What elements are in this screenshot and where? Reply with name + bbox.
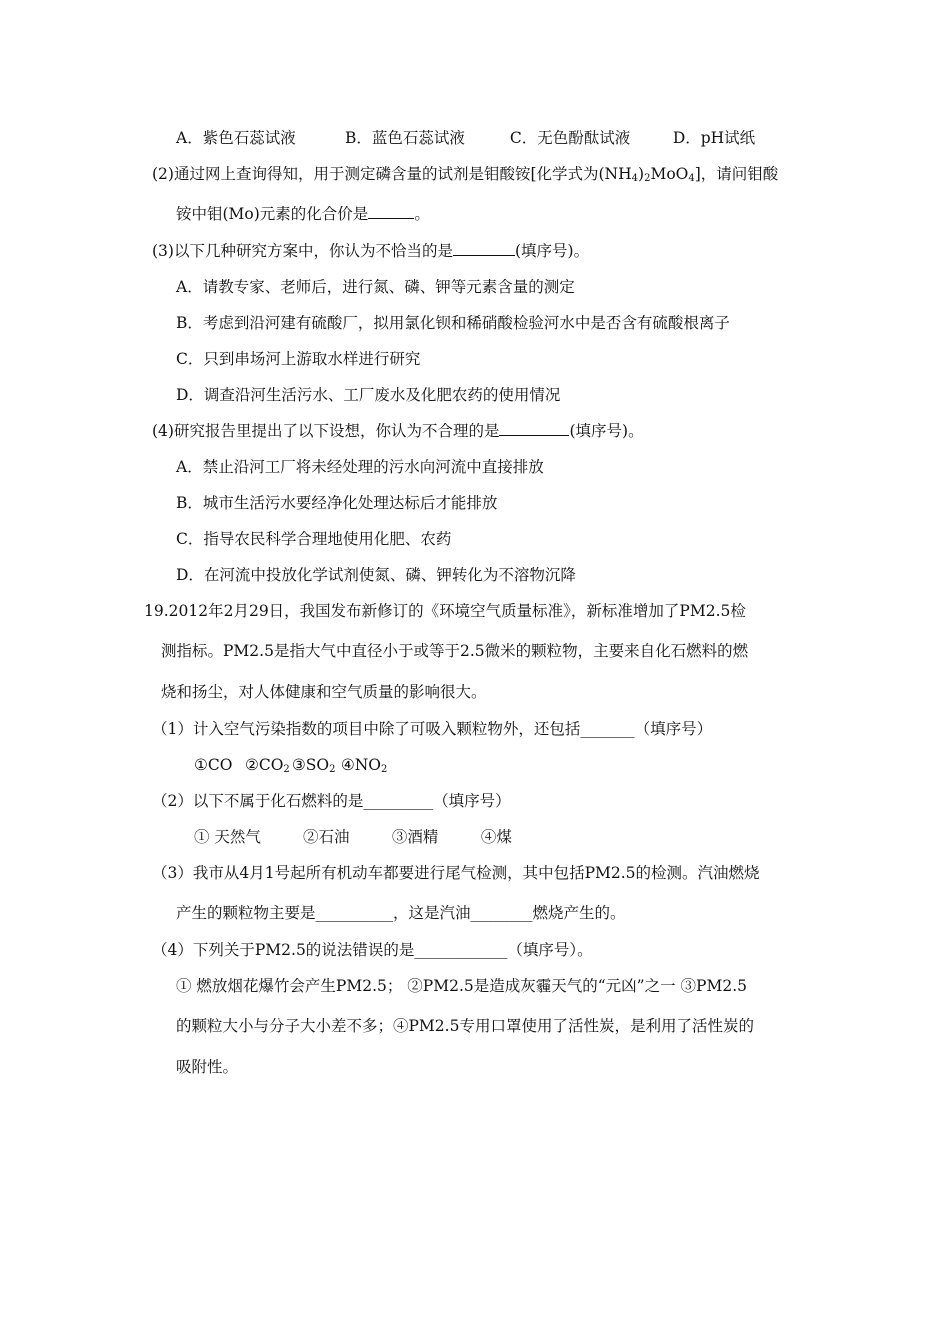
text: ]，请问钼酸	[694, 165, 779, 183]
option-4	[341, 755, 388, 780]
q19-part1-options	[194, 755, 387, 780]
text: MoO	[650, 165, 689, 183]
option-a: A．紫色石蕊试液	[176, 129, 296, 147]
answer-blank[interactable]	[368, 204, 414, 219]
option-c: C．无色酚酞试液	[509, 129, 631, 147]
text: (3)以下几种研究方案中，你认为不恰当的是	[152, 242, 453, 260]
answer-blank[interactable]	[453, 241, 515, 256]
text: ②CO	[244, 756, 284, 774]
q18-part2-line1	[152, 164, 778, 189]
q18-part3-option-a: A．请教专家、老师后，进行氮、磷、钾等元素含量的测定	[176, 278, 575, 296]
option-d: D．pH试纸	[672, 129, 756, 147]
q19-part4-statement-line1: ① 燃放烟花爆竹会产生PM2.5； ②PM2.5是造成灰霾天气的“元凶”之一 ③PM2.5	[176, 977, 747, 995]
q18-part4-option-d: D．在河流中投放化学试剂使氮、磷、钾转化为不溶物沉降	[176, 566, 576, 584]
q19-part2-options	[194, 827, 512, 847]
option-b: B．蓝色石蕊试液	[344, 129, 465, 147]
answer-blank[interactable]: _______	[580, 720, 635, 738]
q19-part4-statement-line3: 吸附性。	[176, 1058, 239, 1076]
subscript: 2	[329, 764, 336, 775]
q18-part1-options	[176, 128, 755, 148]
text: （填序号）。	[507, 941, 593, 959]
q19-intro-line2: 测指标。PM2.5是指大气中直径小于或等于2.5微米的颗粒物，主要来自化石燃料的燃	[161, 642, 749, 660]
option-3: ③酒精	[391, 828, 439, 846]
text: ，这是汽油	[393, 904, 471, 922]
subscript: 2	[644, 173, 651, 184]
answer-blank[interactable]	[499, 421, 569, 436]
answer-blank[interactable]: __________	[315, 904, 394, 922]
text: ①CO	[194, 756, 233, 774]
text: （4）下列关于PM2.5的说法错误的是	[152, 941, 415, 959]
q18-part4-option-a: A．禁止沿河工厂将未经处理的污水向河流中直接排放	[176, 458, 544, 476]
q18-part4-question	[152, 421, 644, 441]
text: (2)通过网上查询得知，用于测定磷含量的试剂是钼酸铵[化学式为(NH	[152, 165, 632, 183]
text: 铵中钼(Mo)元素的化合价是	[176, 205, 369, 223]
subscript: 2	[380, 764, 388, 775]
q19-intro-line1: 19.2012年2月29日，我国发布新修订的《环境空气质量标准》，新标准增加了PM2.5检	[144, 602, 746, 620]
q18-part4-option-b: B．城市生活污水要经净化处理达标后才能排放	[176, 494, 498, 512]
text: (填序号)。	[569, 422, 644, 440]
answer-blank[interactable]: ____________	[414, 941, 508, 959]
subscript: 4	[631, 173, 639, 184]
answer-blank[interactable]: _________	[363, 792, 434, 810]
q19-part3-line1: （3）我市从4月1号起所有机动车都要进行尾气检测，其中包括PM2.5的检测。汽油燃烧	[152, 864, 760, 882]
text: 产生的颗粒物主要是	[176, 904, 316, 922]
q19-part4-question	[152, 940, 593, 960]
text: )	[638, 165, 645, 183]
text: (填序号)。	[514, 242, 590, 260]
text: （填序号）	[433, 792, 511, 810]
q18-part3-option-c: C．只到串场河上游取水样进行研究	[176, 350, 421, 368]
option-2: ②石油	[302, 828, 350, 846]
q19-part4-statement-line2: 的颗粒大小与分子大小差不多；④PM2.5专用口罩使用了活性炭，是利用了活性炭的	[176, 1017, 754, 1035]
answer-blank[interactable]: ________	[470, 904, 533, 922]
q18-part4-option-c: C．指导农民科学合理地使用化肥、农药	[176, 530, 452, 548]
option-2	[244, 755, 290, 780]
text: ④NO	[340, 756, 381, 774]
text: ③SO	[291, 756, 330, 774]
q19-part3-line2	[176, 903, 626, 923]
q18-part3-option-b: B．考虑到沿河建有硫酸厂，拟用氯化钡和稀硝酸检验河水中是否含有硫酸根离子	[176, 314, 730, 332]
text: （2）以下不属于化石燃料的是	[152, 792, 364, 810]
text: （1）计入空气污染指数的项目中除了可吸入颗粒物外，还包括	[152, 720, 581, 738]
option-1: ① 天然气	[194, 828, 261, 846]
q18-part3-option-d: D．调查沿河生活污水、工厂废水及化肥农药的使用情况	[176, 386, 561, 404]
q19-part2-question	[152, 791, 511, 811]
option-4: ④煤	[480, 828, 512, 846]
text: 燃烧产生的。	[532, 904, 626, 922]
text: （填序号）	[634, 720, 713, 738]
text: 。	[414, 205, 430, 223]
option-1	[194, 755, 240, 775]
q18-part2-line2	[176, 204, 430, 224]
q19-part1-question	[152, 719, 712, 739]
subscript: 2	[283, 764, 290, 775]
subscript: 4	[688, 173, 695, 184]
option-3	[292, 755, 336, 780]
q18-part3-question	[152, 241, 589, 261]
text: (4)研究报告里提出了以下设想，你认为不合理的是	[152, 422, 500, 440]
q19-intro-line3: 烧和扬尘，对人体健康和空气质量的影响很大。	[161, 683, 487, 701]
